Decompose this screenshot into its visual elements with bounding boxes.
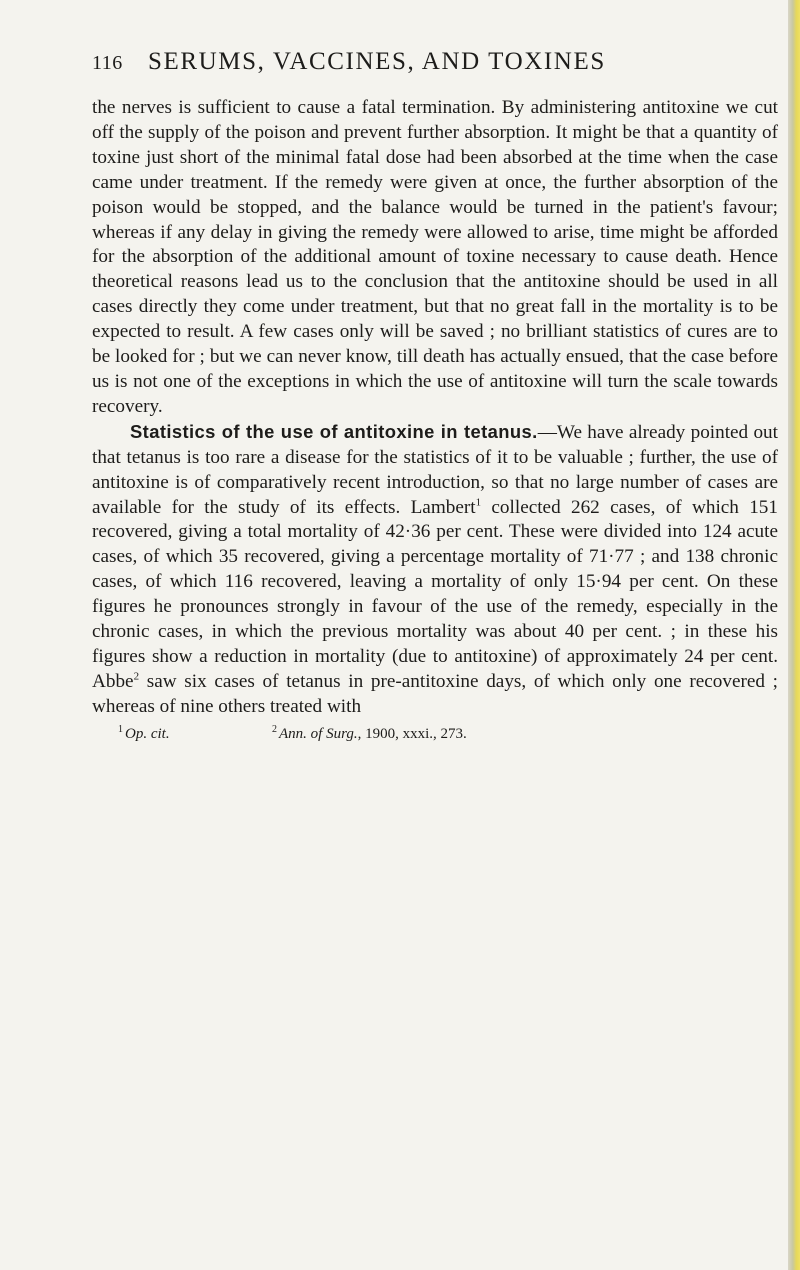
book-page xyxy=(92,48,778,752)
section-dash: — xyxy=(537,421,557,443)
page-number: 116 xyxy=(92,52,123,74)
section-heading: Statistics of the use of antitoxine in tetanus. xyxy=(130,420,538,442)
paragraph-2-part-1: We have already pointed out that tetanus is too rare a disease for the statistics of it to be valuable ; further, the use of antitoxine is of comparatively recent introduction, so that no large number of cases are available for the study of its effects. Lambert xyxy=(92,421,778,518)
footnote-2-journal: Ann. of Surg. xyxy=(279,725,358,742)
paragraph-2-part-2: collected 262 cases, of which 151 recovered, giving a total mortality of 42·36 per cent. These were divided into 124 acute cases, of which 35 recovered, giving a percentage mortality of 71·77 ; and 138 chronic cases, of which 116 recovered, leaving a mortality of only 15·94 per cent. On these figures he pronounces strongly in favour of the use of the remedy, especially in the chronic cases, in which the previous mortality was about 40 per cent. ; in these his figures show a reduction in mortality (due to antitoxine) of approximately 24 per cent. Abbe xyxy=(92,496,778,692)
footnote-1-marker: 1 xyxy=(118,723,123,735)
book-title: SERUMS, VACCINES, AND TOXINES xyxy=(148,48,606,75)
footnote-2-marker: 2 xyxy=(272,723,277,735)
paragraph-continued xyxy=(92,96,778,420)
body-text xyxy=(92,96,778,720)
footnote-reference-2: 2 xyxy=(133,670,140,683)
paragraph-1-text: the nerves is sufficient to cause a fatal termination. By administering antitoxine we cut off the supply of the poison and prevent further absorption. It might be that a quantity of toxine just short of the minimal fatal dose had been absorbed at the time when the case came under treatment. If the remedy were given at once, the further absorption of the poison would be stopped, and the balance would be turned in the patient's favour; whereas if any delay in giving the remedy were allowed to arise, time might be afforded for the absorption of the additional amount of toxine necessary to cause death. Hence theoretical reasons lead us to the conclusion that the antitoxine should be used in all cases directly they come under treatment, but that no great fall in the mortality is to be expected to result. A few cases only will be saved ; no brilliant statistics of cures are to be looked for ; but we can never know, till death has actually ensued, that the case before us is not one of the exceptions in which the use of antitoxine will turn the scale towards recovery. xyxy=(92,97,778,417)
running-head xyxy=(92,48,778,84)
footnote-1 xyxy=(118,723,170,743)
paragraph-2-part-3: saw six cases of tetanus in pre-antitoxine days, of which only one recovered ; whereas of nine others treated with xyxy=(92,670,778,717)
scan-edge-strip xyxy=(788,0,800,1270)
footnotes xyxy=(92,723,778,752)
footnote-1-text: Op. cit. xyxy=(125,725,170,742)
footnote-reference-1: 1 xyxy=(475,496,482,509)
footnote-2 xyxy=(272,723,467,743)
paragraph-statistics xyxy=(92,420,778,720)
footnote-2-details: , 1900, xxxi., 273. xyxy=(357,725,467,742)
